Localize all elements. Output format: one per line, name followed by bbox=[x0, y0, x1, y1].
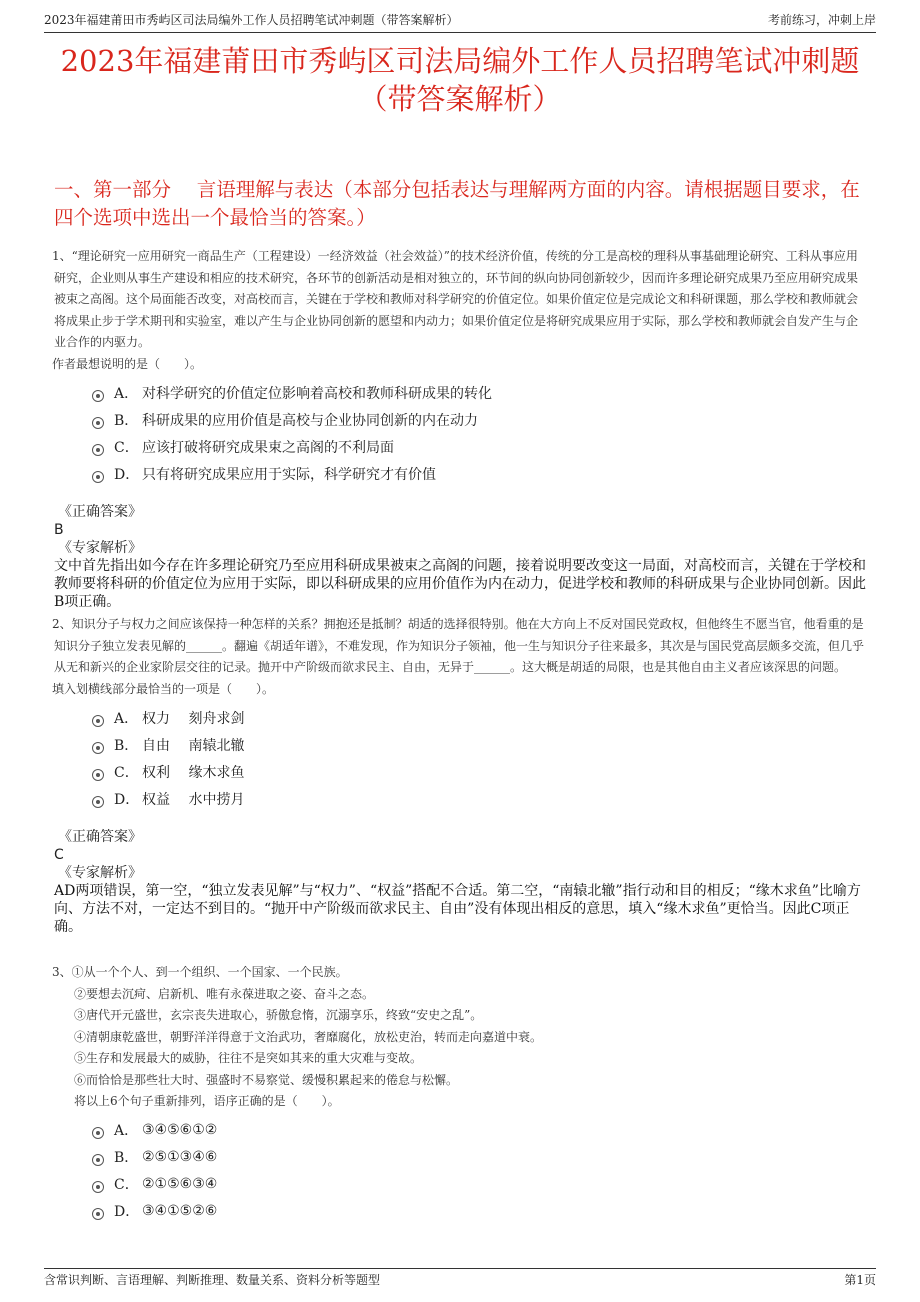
header-title: 2023年福建莆田市秀屿区司法局编外工作人员招聘笔试冲刺题（带答案解析） bbox=[44, 13, 459, 27]
analysis-text: AD两项错误，第一空，“独立发表见解”与“权力”、“权益”搭配不合适。第二空，“南辕北辙”指行动和目的相反；“缘木求鱼”比喻方向、方法不对，一定达不到目的。“抛开中产阶级而欲求民主、自由”没有体现出相反的意思，填入“缘木求鱼”更恰当。因此C项正确。 bbox=[54, 883, 861, 935]
answer-value: B bbox=[54, 522, 64, 538]
radio-icon[interactable] bbox=[92, 769, 104, 781]
question-stem: 2、知识分子与权力之间应该保持一种怎样的关系？拥抱还是抵制？胡适的选择很特别。他在大方向上不反对国民党政权，但他终生不愿当官，他看重的是知识分子独立发表见解的______。翻遍《胡适年谱》，不难发现，作为知识分子领袖，他一生与知识分子往来最多，其次是与国民党高层颇多交流，但几乎从无和新兴的企业家阶层交往的记录。抛开中产阶级而欲求民主、自由，无异于______。这大概是胡适的局限，也是其他自由主义者应该深思的问题。 bbox=[52, 617, 865, 674]
question-3 bbox=[54, 962, 868, 1225]
option-letter: B． bbox=[114, 737, 139, 754]
option-text: 对科学研究的价值定位影响着高校和教师科研成果的转化 bbox=[142, 385, 492, 402]
option-a[interactable] bbox=[92, 1117, 868, 1144]
question-prompt: 作者最想说明的是（ ）。 bbox=[52, 356, 203, 371]
option-text: 只有将研究成果应用于实际，科学研究才有价值 bbox=[142, 466, 436, 483]
option-b[interactable] bbox=[92, 406, 868, 433]
radio-icon[interactable] bbox=[92, 796, 104, 808]
radio-icon[interactable] bbox=[92, 471, 104, 483]
page-number: 第1页 bbox=[844, 1273, 876, 1287]
option-letter: C． bbox=[114, 1177, 139, 1193]
radio-icon[interactable] bbox=[92, 1181, 104, 1193]
radio-icon[interactable] bbox=[92, 1208, 104, 1220]
option-b[interactable] bbox=[92, 731, 868, 758]
radio-icon[interactable] bbox=[92, 1154, 104, 1166]
option-text: 应该打破将研究成果束之高阁的不利局面 bbox=[142, 439, 394, 456]
option-text: 权力 刻舟求剑 bbox=[142, 710, 245, 727]
option-letter: C． bbox=[114, 439, 139, 456]
sentence-line: ②要想去沉疴、启新机、唯有永葆进取之姿、奋斗之态。 bbox=[74, 986, 375, 1001]
page-header bbox=[44, 8, 876, 33]
question-prompt: 填入划横线部分最恰当的一项是（ ）。 bbox=[52, 681, 275, 696]
option-text: 科研成果的应用价值是高校与企业协同创新的内在动力 bbox=[142, 412, 478, 429]
options-list bbox=[92, 1117, 868, 1225]
option-letter: D． bbox=[114, 466, 140, 483]
analysis-label: 《专家解析》 bbox=[58, 865, 142, 881]
option-letter: A． bbox=[114, 385, 139, 402]
sentence-line: ⑥而恰恰是那些壮大时、强盛时不易察觉、缓慢积累起来的倦怠与松懈。 bbox=[74, 1072, 459, 1087]
radio-icon[interactable] bbox=[92, 1127, 104, 1139]
option-a[interactable] bbox=[92, 379, 868, 406]
option-text: ③④⑤⑥①② bbox=[142, 1122, 218, 1138]
header-slogan: 考前练习，冲刺上岸 bbox=[767, 13, 876, 27]
radio-icon[interactable] bbox=[92, 444, 104, 456]
option-letter: A． bbox=[114, 1123, 139, 1139]
option-d[interactable] bbox=[92, 785, 868, 812]
radio-icon[interactable] bbox=[92, 417, 104, 429]
option-letter: D． bbox=[114, 1204, 140, 1220]
title-line-1: 2023年福建莆田市秀屿区司法局编外工作人员招聘笔试冲刺题 bbox=[60, 44, 860, 78]
answer-label: 《正确答案》 bbox=[58, 504, 142, 520]
option-text: 权益 水中捞月 bbox=[142, 791, 245, 808]
option-text: ②①⑤⑥③④ bbox=[142, 1176, 218, 1192]
analysis-text: 文中首先指出如今存在许多理论研究乃至应用科研成果被束之高阁的问题，接着说明要改变这一局面，对高校而言，关键在于学校和教师要将科研的价值定位为应用于实际，即以科研成果的应用价值作为内在动力，促进学校和教师的科研成果与企业协同创新。因此B项正确。 bbox=[54, 558, 866, 610]
sentence-line: ③唐代开元盛世，玄宗丧失进取心，骄傲怠惰，沉溺享乐，终致“安史之乱”。 bbox=[74, 1008, 483, 1022]
option-a[interactable] bbox=[92, 704, 868, 731]
option-d[interactable] bbox=[92, 460, 868, 487]
question-2 bbox=[54, 614, 868, 936]
option-text: ③④①⑤②⑥ bbox=[142, 1203, 218, 1219]
option-c[interactable] bbox=[92, 758, 868, 785]
option-letter: D． bbox=[114, 791, 140, 808]
page-footer bbox=[44, 1268, 876, 1293]
section-heading: 一、第一部分 言语理解与表达（本部分包括表达与理解两方面的内容。请根据题目要求，在四个选项中选出一个最恰当的答案。） bbox=[54, 178, 860, 229]
footer-note: 含常识判断、言语理解、判断推理、数量关系、资料分析等题型 bbox=[44, 1273, 381, 1287]
question-1 bbox=[54, 246, 868, 611]
option-letter: A． bbox=[114, 710, 139, 727]
title-line-2: （带答案解析） bbox=[358, 82, 562, 116]
sentence-line: ④清朝康乾盛世，朝野洋洋得意于文治武功，奢靡腐化，放松吏治，转而走向嘉道中衰。 bbox=[74, 1029, 543, 1044]
option-letter: C． bbox=[114, 764, 139, 781]
options-list bbox=[92, 379, 868, 487]
answer-value: C bbox=[54, 847, 64, 863]
option-letter: B． bbox=[114, 412, 139, 429]
analysis-label: 《专家解析》 bbox=[58, 540, 142, 556]
radio-icon[interactable] bbox=[92, 715, 104, 727]
option-letter: B． bbox=[114, 1150, 139, 1166]
document-title bbox=[40, 42, 880, 118]
option-c[interactable] bbox=[92, 433, 868, 460]
option-text: 权利 缘木求鱼 bbox=[142, 764, 245, 781]
option-b[interactable] bbox=[92, 1144, 868, 1171]
radio-icon[interactable] bbox=[92, 742, 104, 754]
question-stem: 3、①从一个个人、到一个组织、一个国家、一个民族。 bbox=[52, 965, 348, 979]
question-prompt: 将以上6个句子重新排列，语序正确的是（ ）。 bbox=[74, 1094, 340, 1108]
option-d[interactable] bbox=[92, 1198, 868, 1225]
option-text: ②⑤①③④⑥ bbox=[142, 1149, 218, 1165]
question-stem: 1、“理论研究一应用研究一商品生产（工程建设）一经济效益（社会效益）”的技术经济价值，传统的分工是高校的理科从事基础理论研究、工科从事应用研究，企业则从事生产建设和相应的技术研究，各环节的创新活动是相对独立的，环节间的纵向协同创新较少，因而许多理论研究成果乃至应用研究成果被束之高阁。这个局面能否改变，对高校而言，关键在于学校和教师对科学研究的价值定位。如果价值定位是完成论文和科研课题，那么学校和教师就会将成果止步于学术期刊和实验室，难以产生与企业协同创新的愿望和内动力；如果价值定位是将研究成果应用于实际，那么学校和教师就会自发产生与企业合作的内驱力。 bbox=[52, 249, 859, 349]
sentence-line: ⑤生存和发展最大的威胁，往往不是突如其来的重大灾难与变故。 bbox=[74, 1051, 423, 1065]
option-c[interactable] bbox=[92, 1171, 868, 1198]
options-list bbox=[92, 704, 868, 812]
option-text: 自由 南辕北辙 bbox=[142, 737, 245, 754]
radio-icon[interactable] bbox=[92, 390, 104, 402]
answer-label: 《正确答案》 bbox=[58, 829, 142, 845]
